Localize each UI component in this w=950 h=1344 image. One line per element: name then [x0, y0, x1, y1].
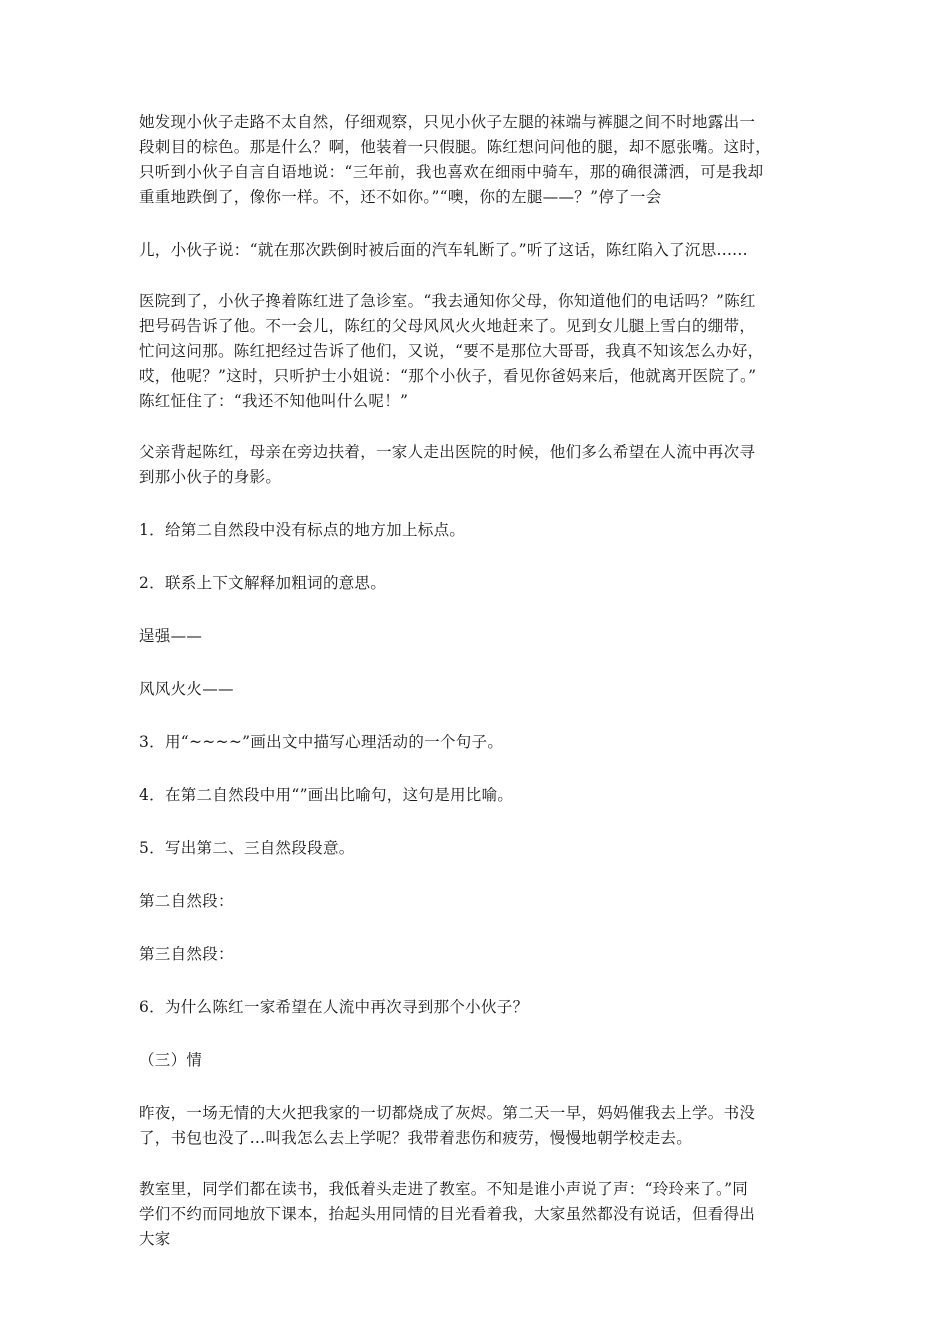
story2-paragraph-2: 教室里，同学们都在读书，我低着头走进了教室。不知是谁小声说了声：“玲玲来了。”同 学们不约而同地放下课本，抬起头用同情的目光看着我，大家虽然都没有说话，但看得出 大家	[139, 1180, 756, 1248]
question-6: 6．为什么陈红一家希望在人流中再次寻到那个小伙子？	[139, 998, 529, 1016]
story-paragraph-2: 儿，小伙子说：“就在那次跌倒时被后面的汽车轧断了。”听了这话，陈红陷入了沉思......	[139, 241, 748, 259]
answer-line-chengqiang: 逞强——	[139, 627, 203, 645]
section-heading: （三）情	[139, 1051, 203, 1069]
question-4: 4．在第二自然段中用“”画出比喻句，这句是用比喻。	[139, 786, 514, 804]
question-1: 1．给第二自然段中没有标点的地方加上标点。	[139, 521, 466, 539]
answer-line-fengfenghuohuo: 风风火火——	[139, 680, 234, 698]
document-page	[139, 110, 829, 1252]
question-5: 5．写出第二、三自然段段意。	[139, 839, 355, 857]
question-2: 2．联系上下文解释加粗词的意思。	[139, 574, 387, 592]
story-paragraph-3: 医院到了，小伙子搀着陈红进了急诊室。“我去通知你父母，你知道他们的电话吗？”陈红 把号码告诉了他。不一会儿，陈红的父母风风火火地赶来了。见到女儿腿上雪白的绷带， 忙问这问那。陈红把经过告诉了他们，又说，“要不是那位大哥哥，我真不知该怎么办好， 哎，他呢？”这时，只听护士小姐说：“那个小伙子，看见你爸妈来后，他就离开医院了。” 陈红怔住了：“我还不知他叫什么呢！”	[139, 292, 764, 410]
story2-paragraph-1: 昨夜，一场无情的大火把我家的一切都烧成了灰烬。第二天一早，妈妈催我去上学。书没 了，书包也没了…叫我怎么去上学呢？我带着悲伤和疲劳，慢慢地朝学校走去。	[139, 1104, 756, 1147]
story-paragraph-4: 父亲背起陈红，母亲在旁边扶着，一家人走出医院的时候，他们多么希望在人流中再次寻 到那小伙子的身影。	[139, 443, 756, 486]
story-paragraph-1: 她发现小伙子走路不太自然，仔细观察，只见小伙子左腿的袜端与裤腿之间不时地露出一 段刺目的棕色。那是什么？啊，他装着一只假腿。陈红想问问他的腿，却不愿张嘴。这时， 只听到小伙子自言自语地说：“三年前，我也喜欢在细雨中骑车，那的确很潇洒，可是我却 重重地跌倒了，像你一样。不，还不如你。”“噢，你的左腿——？”停了一会	[139, 113, 772, 206]
question-3: 3．用“~~~~”画出文中描写心理活动的一个句子。	[139, 733, 504, 751]
answer-line-paragraph-2: 第二自然段：	[139, 892, 234, 910]
answer-line-paragraph-3: 第三自然段：	[139, 945, 234, 963]
